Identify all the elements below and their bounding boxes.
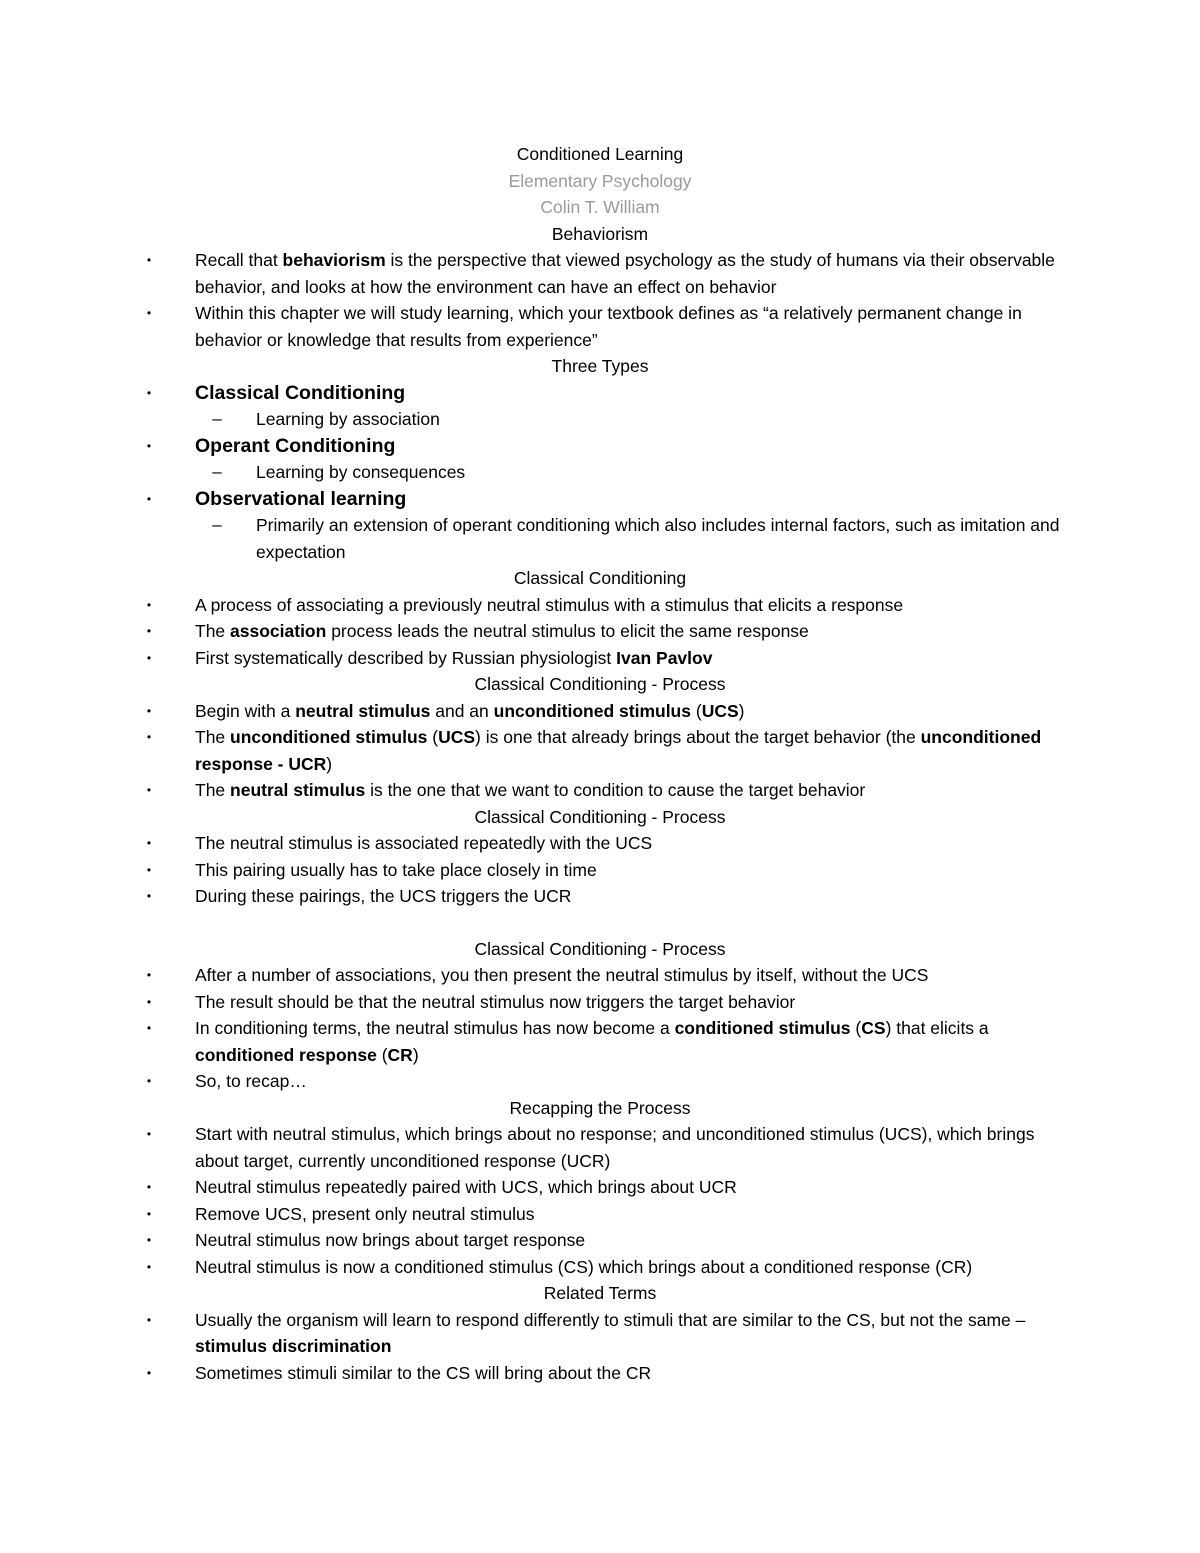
list-item-text [195,250,1055,297]
list-item [0,698,1200,725]
list-item-text [195,992,795,1012]
section-heading: Related Terms [543,1283,657,1303]
text-run: The [195,621,231,641]
list-item [0,300,1200,353]
bold-term: unconditioned stimulus [230,727,428,747]
list-item-text [195,965,928,985]
bold-term: Classical Conditioning [195,381,406,404]
bold-term: unconditioned stimulus [493,700,691,721]
list-item [0,247,1200,300]
text-run: Recall that [195,250,283,270]
bullet-marker: • [146,306,152,320]
text-run: is the one that we want to condition to cause the target behavior [365,780,866,800]
bold-term: conditioned response [195,1044,377,1065]
list-item [0,433,1200,460]
list-item-text [195,701,744,721]
list-item-text [195,435,395,457]
bullet-marker: • [146,862,152,877]
bullet-marker: • [146,597,152,612]
bold-term: Ivan Pavlov [616,647,713,668]
sub-list-item [0,459,1200,486]
section-heading: Behaviorism [551,223,649,244]
bullet-marker: • [146,253,152,267]
text-run: ( [850,1018,862,1038]
list-item [0,380,1200,407]
section-heading: Three Types [551,356,649,376]
dash-marker: – [212,515,222,534]
text-run: Neutral stimulus now brings about target response [195,1230,586,1250]
list-item [0,1015,1200,1068]
bold-term: Operant Conditioning [195,434,396,457]
bold-term: neutral stimulus [230,780,366,800]
section-heading: Classical Conditioning [513,568,687,588]
list-item-text [195,886,571,906]
section-heading: Classical Conditioning - Process [474,674,726,694]
text-run: ) [412,1044,419,1065]
bullet-marker: • [146,650,152,665]
list-item-text [195,1363,651,1383]
bold-term: behaviorism [282,250,386,270]
text-run: Begin with a [195,700,296,721]
list-item-text [195,860,597,880]
text-run: Neutral stimulus is now a conditioned stimulus (CS) which brings about a conditioned response (CR) [195,1256,973,1277]
list-item-text [195,780,865,800]
text-run: A process of associating a previously neutral stimulus with a stimulus that elicits a response [195,594,904,615]
bold-term: Observational learning [195,487,407,510]
bullet-marker: • [146,1127,152,1141]
list-item-text [195,621,809,641]
text-run: Primarily an extension of operant conditioning which also includes internal factors, such as imitation and expectation [256,515,1060,562]
sections-container [0,221,1200,1387]
bold-term: CS [861,1018,886,1038]
bullet-marker: • [146,1206,152,1221]
bullet-marker: • [146,783,152,797]
text-run: So, to recap… [195,1071,307,1091]
section-heading: Classical Conditioning - Process [474,806,726,827]
section-heading: Recapping the Process [509,1097,691,1118]
list-item-text [195,648,712,668]
sub-list-item [0,512,1200,565]
list-item [0,1360,1200,1387]
list-item [0,1227,1200,1254]
bullet-marker: • [146,968,152,982]
text-run: Remove UCS, present only neutral stimulus [195,1203,535,1224]
list-item [0,645,1200,672]
bold-term: association [230,621,327,641]
bullet-marker: • [146,1074,152,1088]
bullet-marker: • [146,438,152,453]
text-run: The [195,780,231,800]
list-item [0,830,1200,857]
bullet-marker: • [146,836,152,850]
list-item-text [195,727,1041,774]
bullet-marker: • [146,1180,152,1194]
list-item-text [195,1124,1034,1171]
text-run: Within this chapter we will study learning, which your textbook defines as “a relatively permanent change in behavior or knowledge that results from experience” [195,303,1022,350]
text-run: is the perspective that viewed psychology as the study of humans via their observable behavior, and looks at how the environment can have an effect on behavior [195,250,1055,297]
list-item [0,857,1200,884]
text-run: Start with neutral stimulus, which brings about no response; and unconditioned stimulus (UCS), which brings about target, currently unconditioned response (UCR) [195,1124,1035,1171]
bullet-marker: • [146,730,152,744]
list-item-text [195,488,406,510]
dash-marker: – [212,409,222,428]
list-item [0,1174,1200,1201]
sub-list-item-text [256,462,465,482]
bullet-marker: • [146,385,152,400]
blank-line [0,910,1200,936]
text-run: In conditioning terms, the neutral stimulus has now become a [195,1018,675,1038]
text-run: The result should be that the neutral stimulus now triggers the target behavior [195,991,796,1012]
text-run: ) is one that already brings about the target behavior (the [475,727,921,747]
text-run: Learning by association [256,409,440,429]
text-run: Sometimes stimuli similar to the CS will bring about the CR [195,1362,652,1383]
bullet-marker: • [146,491,152,506]
text-run: After a number of associations, you then present the neutral stimulus by itself, without the UCS [195,965,929,985]
text-run: ( [690,700,702,721]
list-item-text [195,1204,534,1224]
list-item-text [195,1257,972,1277]
bullet-marker: • [146,1312,152,1327]
document-title: Conditioned Learning [516,144,684,164]
list-item-text [195,382,405,404]
list-item [0,883,1200,910]
text-run: Neutral stimulus repeatedly paired with UCS, which brings about UCR [195,1177,737,1197]
list-item-text [195,303,1022,350]
list-item-text [195,1018,989,1065]
dash-marker: – [212,462,222,481]
text-run: The neutral stimulus is associated repeatedly with the UCS [195,833,653,853]
document-page [0,141,1200,1386]
text-run: During these pairings, the UCS triggers the UCR [195,886,572,906]
bold-term: UCS [438,727,476,747]
text-run: ( [427,727,439,747]
text-run: ) that elicits a [885,1018,989,1038]
bold-term: conditioned stimulus [674,1018,851,1038]
list-item [0,989,1200,1016]
list-item-text [195,1071,307,1091]
sub-list-item-text [256,409,440,429]
bullet-marker: • [146,703,152,718]
author-name: Colin T. William [540,197,660,217]
bullet-marker: • [146,624,152,638]
list-item-text [195,1177,737,1197]
bold-term: UCS [701,700,739,721]
sub-list-item [0,406,1200,433]
text-run: process leads the neutral stimulus to elicit the same response [326,621,809,641]
list-item-text [195,1310,1025,1357]
list-item-text [195,1230,585,1250]
bullet-marker: • [146,994,152,1009]
list-item [0,1068,1200,1095]
text-run: and an [430,700,494,721]
list-item [0,724,1200,777]
list-item [0,618,1200,645]
bullet-marker: • [146,1233,152,1247]
text-run: Usually the organism will learn to respond differently to stimuli that are similar to the CS, but not the same – [195,1309,1026,1330]
text-run: ) [738,700,745,721]
text-run: The [195,727,231,747]
list-item-text [195,833,652,853]
list-item [0,1201,1200,1228]
bold-term: unconditioned response - UCR [195,727,1042,774]
section-heading: Classical Conditioning - Process [474,938,726,959]
text-run: ( [376,1044,388,1065]
bold-term: CR [387,1044,413,1065]
bullet-marker: • [146,1259,152,1274]
course-name: Elementary Psychology [508,170,692,191]
text-run: This pairing usually has to take place closely in time [195,859,597,880]
bullet-marker: • [146,1021,152,1035]
list-item [0,1254,1200,1281]
list-item [0,592,1200,619]
list-item [0,962,1200,989]
list-item [0,777,1200,804]
list-item [0,1307,1200,1360]
bold-term: neutral stimulus [295,700,431,721]
text-run: First systematically described by Russian physiologist [195,647,617,668]
bullet-marker: • [146,889,152,903]
list-item [0,1121,1200,1174]
bullet-marker: • [146,1365,152,1380]
list-item-text [195,595,903,615]
sub-list-item-text [256,515,1060,562]
bold-term: stimulus discrimination [195,1336,392,1356]
text-run: ) [326,753,333,774]
text-run: Learning by consequences [256,462,466,482]
list-item [0,486,1200,513]
